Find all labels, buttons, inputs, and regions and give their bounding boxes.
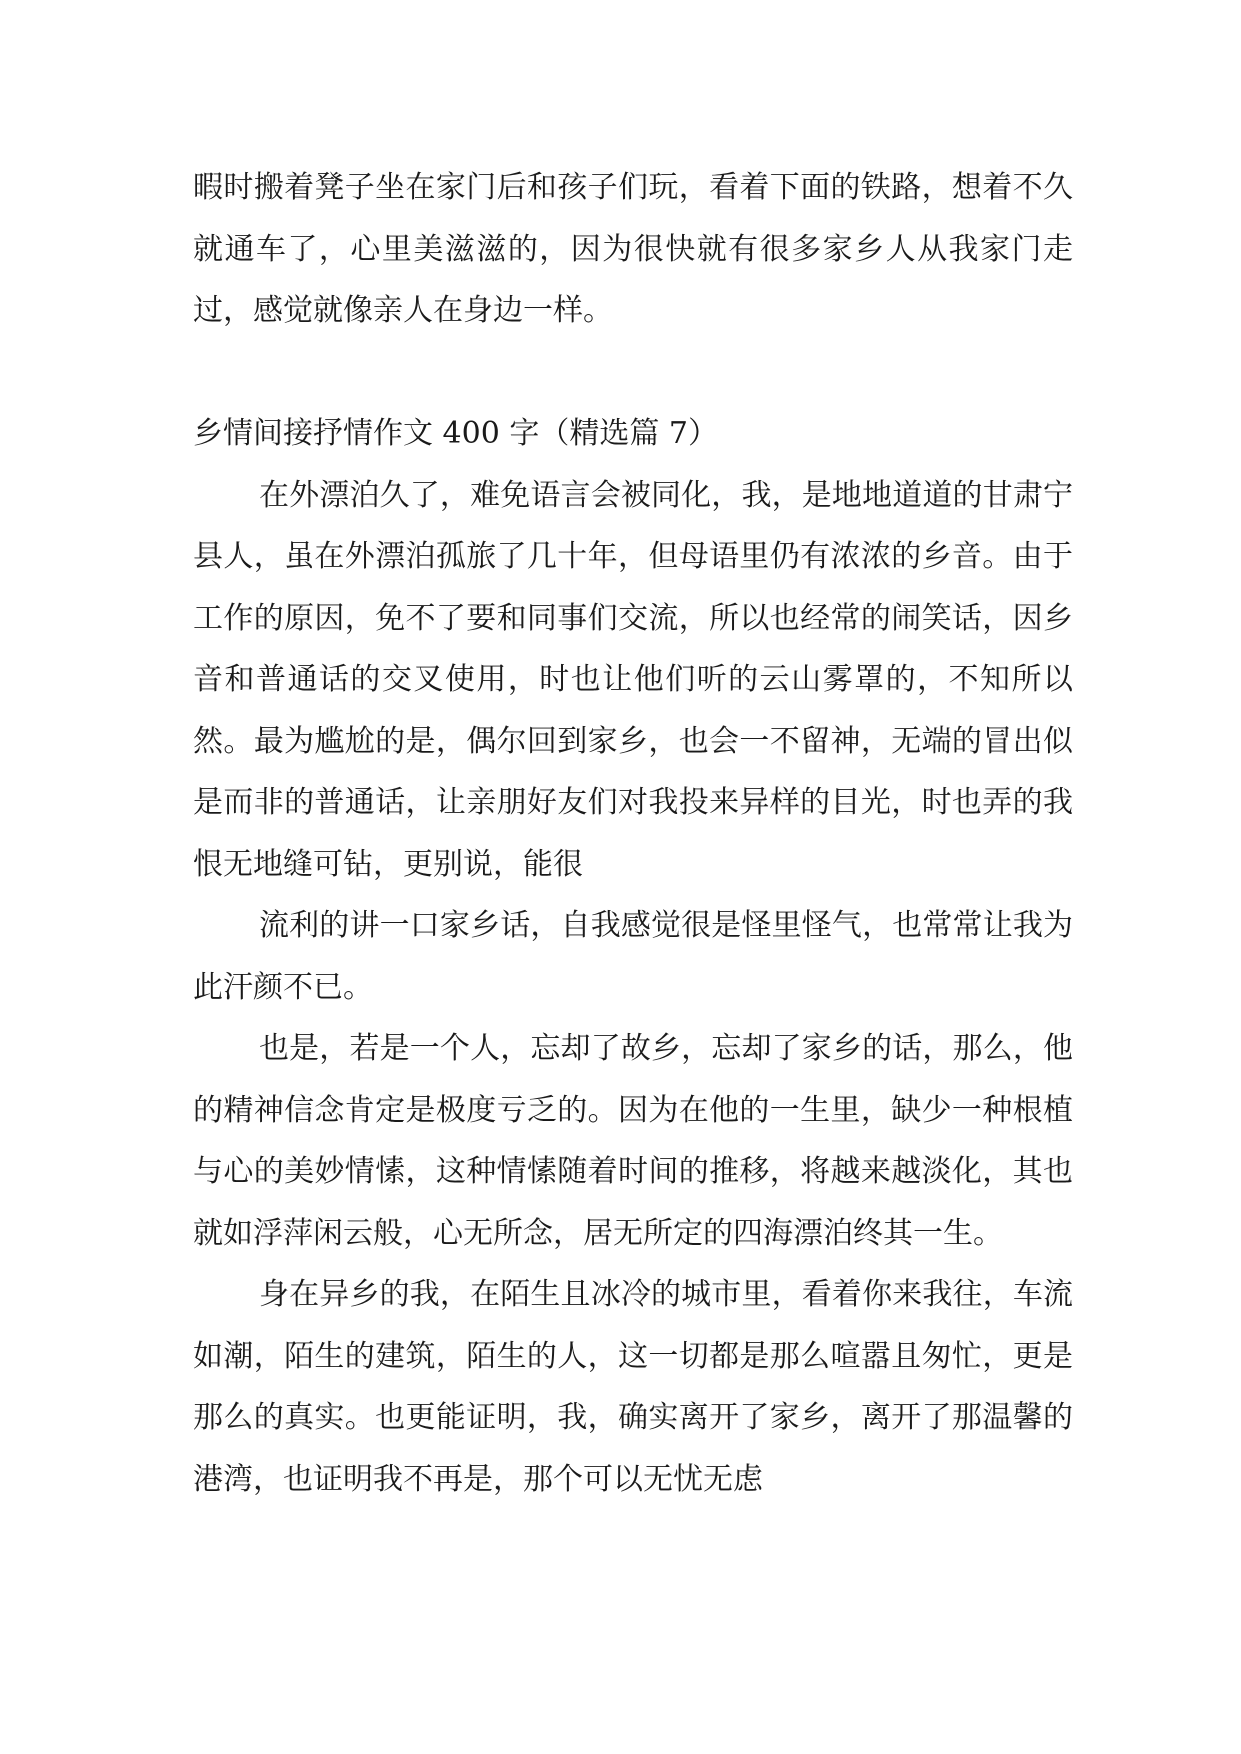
body-paragraph: 也是，若是一个人，忘却了故乡，忘却了家乡的话，那么，他的精神信念肯定是极度亏乏的。因为在他的一生里，缺少一种根植与心的美妙情愫，这种情愫随着时间的推移，将越来越淡化，其也就如浮萍闲云般，心无所念，居无所定的四海漂泊终其一生。 [193, 1031, 1073, 1251]
body-paragraph: 在外漂泊久了，难免语言会被同化，我，是地地道道的甘肃宁县人，虽在外漂泊孤旅了几十年，但母语里仍有浓浓的乡音。由于工作的原因，免不了要和同事们交流，所以也经常的闹笑话，因乡音和普通话的交叉使用，时也让他们听的云山雾罩的，不知所以然。最为尴尬的是，偶尔回到家乡，也会一不留神，无端的冒出似是而非的普通话，让亲朋好友们对我投来异样的目光，时也弄的我恨无地缝可钻，更别说，能很 [193, 477, 1073, 882]
intro-paragraph: 暇时搬着凳子坐在家门后和孩子们玩，看着下面的铁路，想着不久就通车了，心里美滋滋的，因为很快就有很多家乡人从我家门走过，感觉就像亲人在身边一样。 [193, 170, 1073, 328]
document-body [193, 157, 1073, 1510]
body-paragraph: 流利的讲一口家乡话，自我感觉很是怪里怪气，也常常让我为此汗颜不已。 [193, 908, 1073, 1005]
section-heading: 乡情间接抒情作文 400 字（精选篇 7） [193, 416, 718, 451]
body-paragraph: 身在异乡的我，在陌生且冰冷的城市里，看着你来我往，车流如潮，陌生的建筑，陌生的人，这一切都是那么喧嚣且匆忙，更是那么的真实。也更能证明，我，确实离开了家乡，离开了那温馨的港湾，也证明我不再是，那个可以无忧无虑 [193, 1277, 1073, 1497]
